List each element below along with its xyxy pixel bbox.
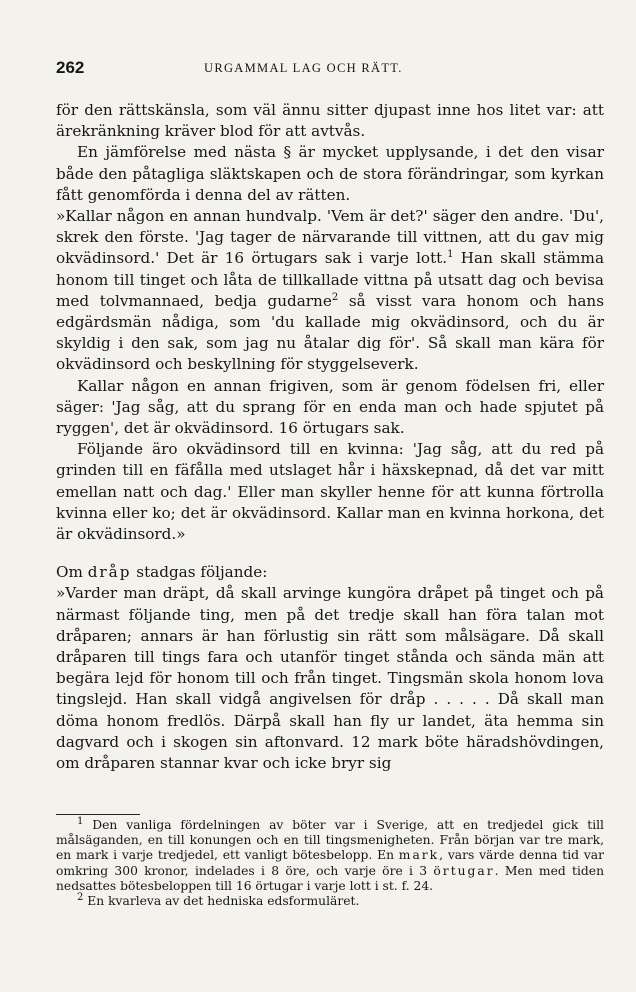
paragraph-text: »Kallar någon en annan hundvalp. 'Vem är det?' säger den andre. 'Du', skrek den förste. 'Jag tager de närvarande till vittnen, att du gav mig okvädinsord.' Det är 16 örtugars sak i varje lott. xyxy=(56,207,604,268)
footnote-ref: 1 xyxy=(447,249,454,261)
footnote-text: . Men med tiden nedsattes bötesbeloppen till 16 örtugar i varje lott i st. f. 24. xyxy=(56,863,604,893)
page-number: 262 xyxy=(56,58,85,77)
body-text xyxy=(56,100,604,774)
paragraph-text: så visst vara honom och hans edgärdsmän nådiga, som 'du kallade mig okvädinsord, och du är skyldig i den sak, som jag nu åtalar dig för'. Så skall man kära för okvädinsord och beskyllning för styggelseverk. xyxy=(56,291,604,374)
spaced-term: örtugar xyxy=(433,863,495,878)
paragraph-text: Om xyxy=(56,563,88,582)
footnote xyxy=(56,815,604,894)
footnote-marker: 2 xyxy=(77,891,84,903)
footnote-text: Den vanliga fördelningen av böter var i Sverige, att en tredjedel gick till målsäganden, en till konungen och en till tingsmenigheten. Från början var tre mark, en mark i varje tredjedel, ett vanligt bötesbelopp. En xyxy=(56,818,604,863)
footnote-divider xyxy=(56,814,140,815)
paragraph: Följande äro okvädinsord till en kvinna: 'Jag såg, att du red på grinden till en fäfålla med utslaget hår i häxskepnad, då det var mitt emellan natt och dag.' Eller man skyller henne för att kunna förtrolla kvinna eller ko; det är okvädinsord. Kallar man en kvinna horkona, det är okvädinsord.» xyxy=(56,440,604,544)
paragraph: »Varder man dräpt, då skall arvinge kungöra dråpet på tinget och på närmast följande ting, men på det tredje skall han föra talan mot dråparen; annars är han förlustig sin rätt som målsägare. Då skall dråparen till tings fara och utanför tinget stånda och sända män att begära lejd för honom till och från tinget. Tingsmän skola honom lova tingslejd. Han skall vidgå angivelsen för dråp . . . . . Då skall man döma honom fredlös. Därpå skall han fly ur landet, äta hemma sin dagvard och i skogen sin aftonvard. 12 mark böte häradshövdingen, om dråparen stannar kvar och icke bryr sig xyxy=(56,584,604,773)
spaced-term: dråp xyxy=(87,563,132,582)
footnote-ref: 2 xyxy=(331,291,339,303)
footnotes xyxy=(56,815,604,909)
footnote xyxy=(56,891,604,909)
footnote-marker: 1 xyxy=(77,815,84,827)
spaced-term: mark xyxy=(398,848,440,863)
paragraph: En jämförelse med nästa § är mycket upplysande, i det den visar både den påtagliga släktskapen och de stora förändringar, som kyrkan fått genomförda i denna del av rätten. xyxy=(56,143,604,204)
running-title: URGAMMAL LAG OCH RÄTT. xyxy=(204,61,403,75)
footnote-text: En kvarleva av det hedniska edsformuläret. xyxy=(83,894,360,909)
paragraph: för den rättskänsla, som väl ännu sitter djupast inne hos litet var: att ärekränkning kräver blod för att avtvås. xyxy=(56,101,604,141)
paragraph: Kallar någon en annan frigiven, som är genom födelsen fri, eller säger: 'Jag såg, att du sprang för en enda man och hade spjutet på ryggen', det är okvädinsord. 16 örtugars sak. xyxy=(56,376,604,438)
paragraph-text: Han skall stämma honom till tinget och låta de tillkallade vittna på utsatt dag och bevisa med tolvmannaed, bedja gudarne xyxy=(56,249,604,310)
page-header xyxy=(56,58,604,84)
section-intro xyxy=(56,562,604,583)
paragraph-text: stadgas följande: xyxy=(131,563,268,582)
paragraph-quote xyxy=(56,206,604,376)
footnote-text: , vars värde denna tid var omkring 300 kronor, indelades i 8 öre, och varje öre i 3 xyxy=(56,848,604,878)
